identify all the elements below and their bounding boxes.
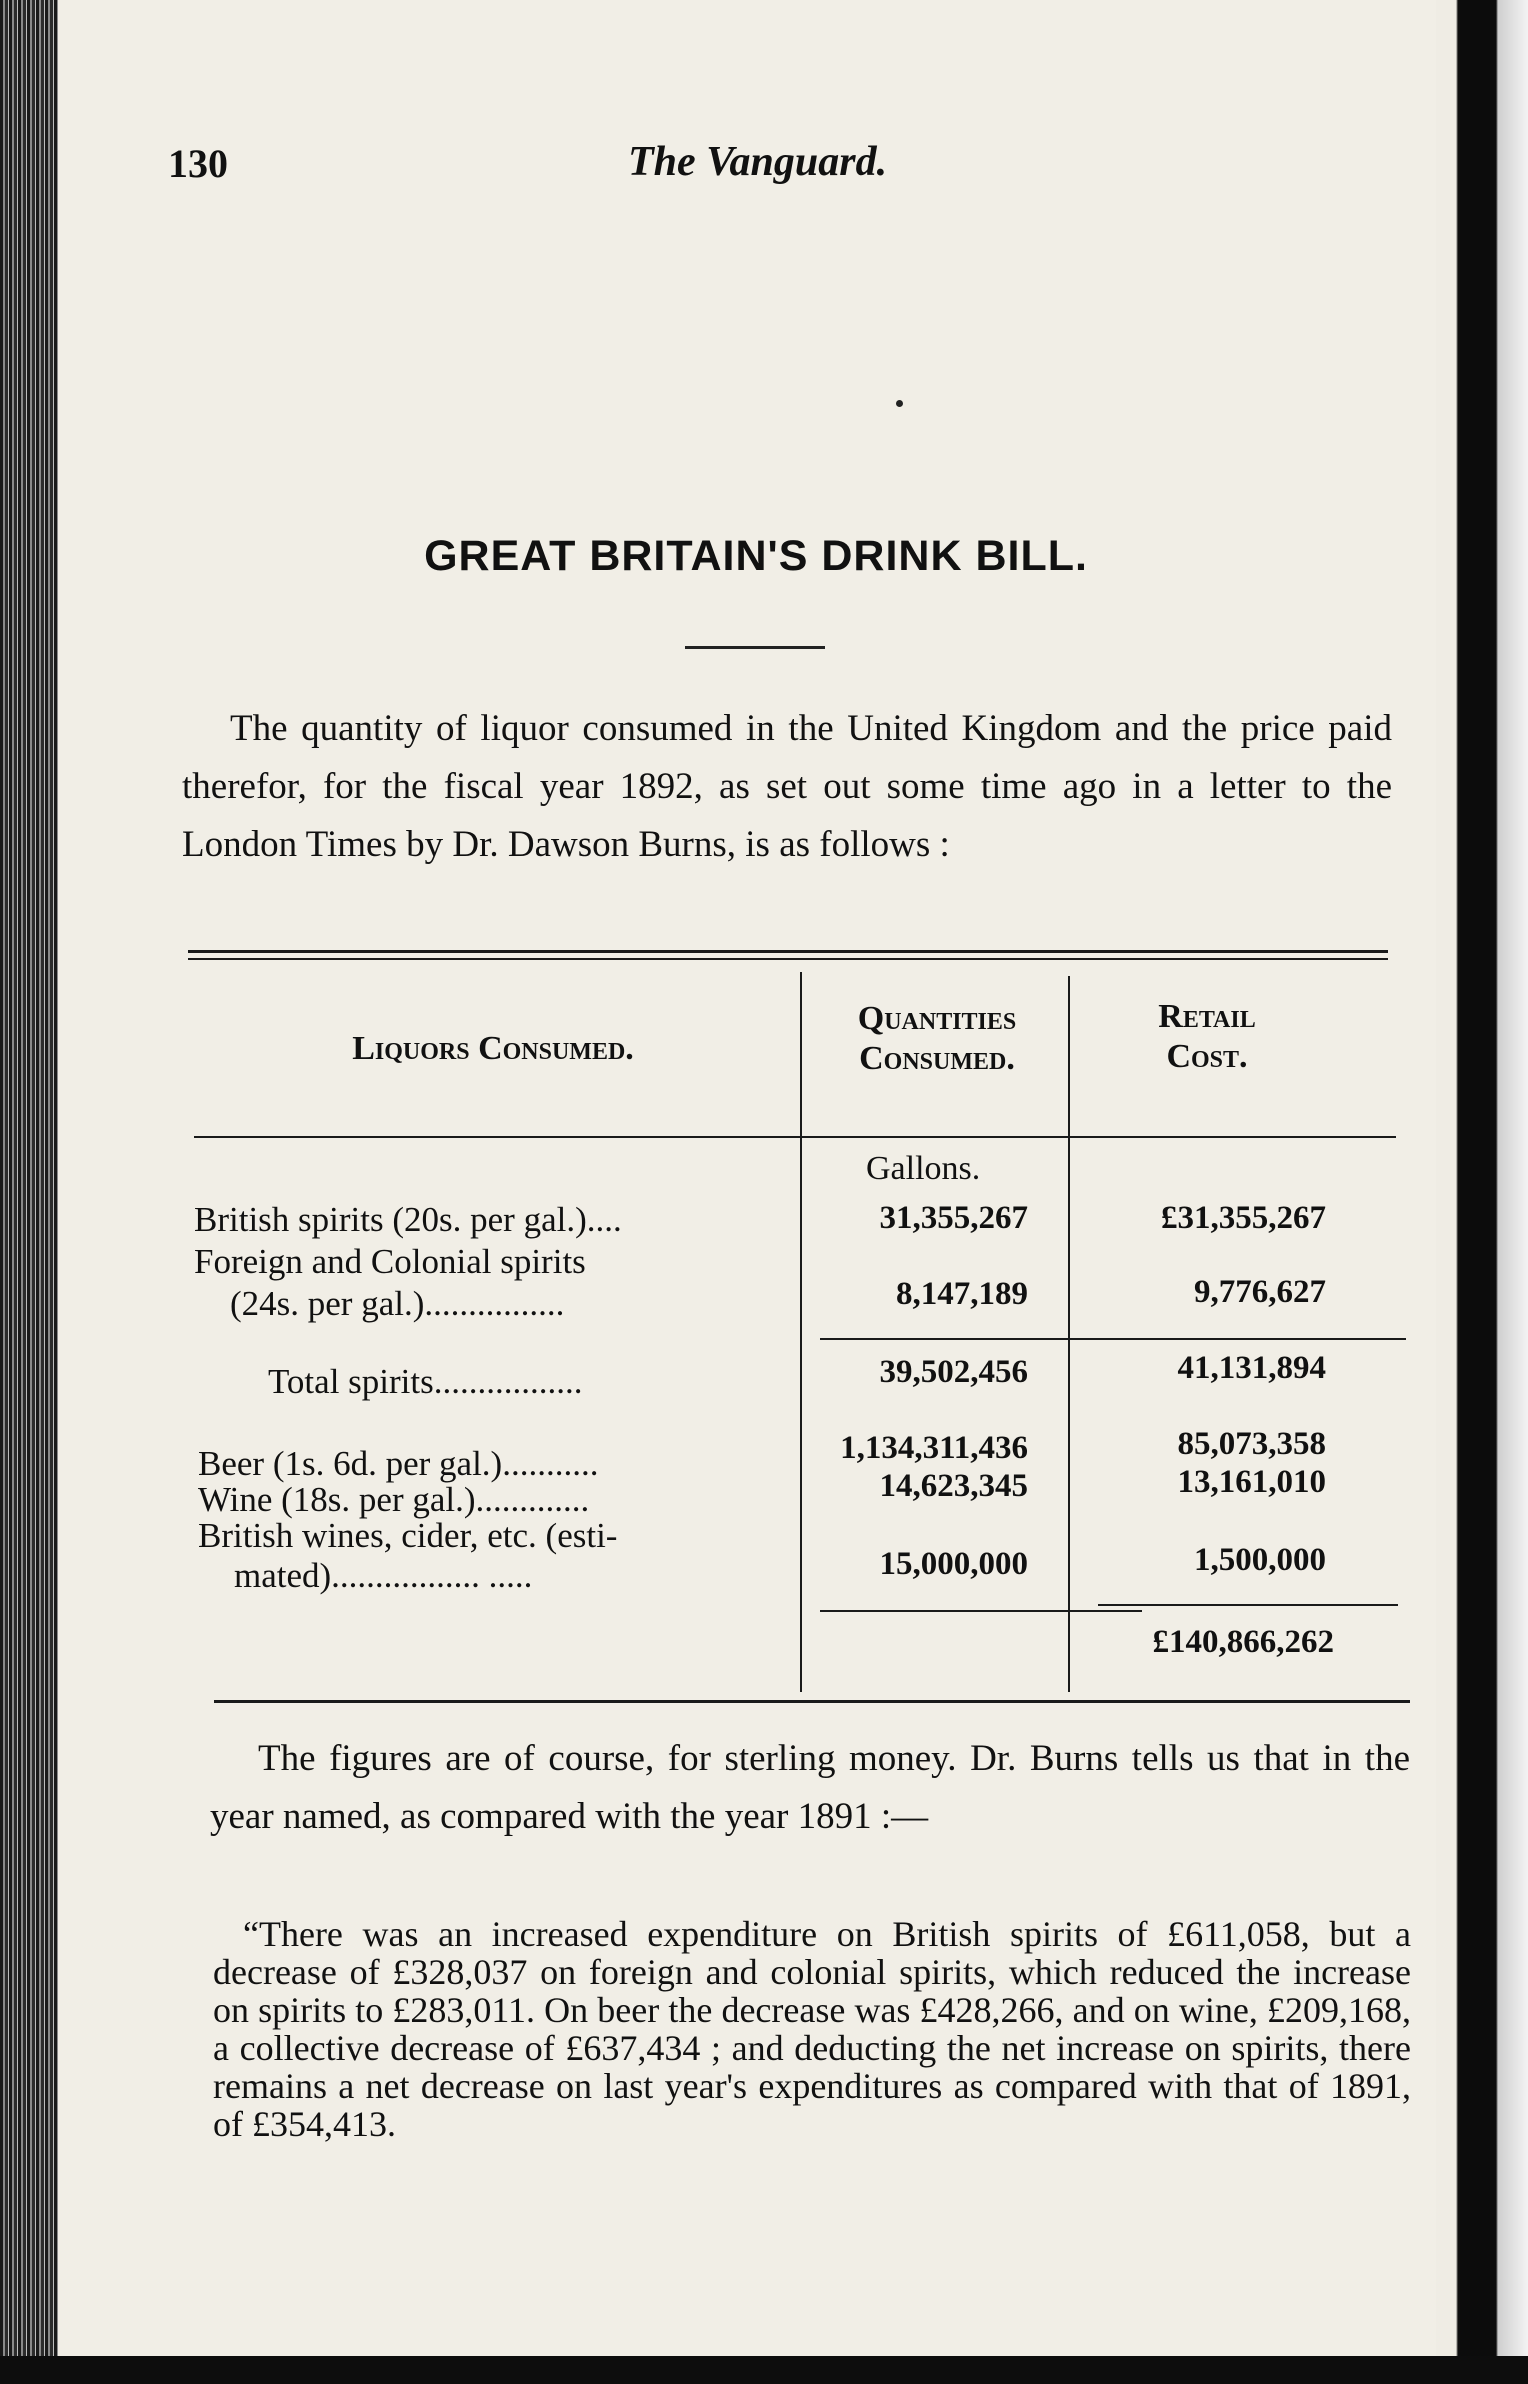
cost-cell: £31,355,267	[1161, 1200, 1326, 1236]
row-label: British spirits (20s. per gal.)....	[194, 1200, 622, 1239]
grand-total-cell: £140,866,262	[1152, 1624, 1334, 1660]
book-page	[58, 0, 1436, 2356]
book-bottom-edge	[0, 2356, 1528, 2384]
page-number: 130	[168, 141, 228, 186]
row-label: Foreign and Colonial spirits	[194, 1242, 586, 1281]
book-spine-edge	[0, 0, 58, 2384]
running-header: The Vanguard.	[628, 139, 888, 185]
quoted-passage: “There was an increased expenditure on British spirits of £611,058, but a decrease of £328,037 on foreign and colonial spirits, which reduced the increase on spirits to £283,011. On beer the decrease was £428,266, and on wine, £209,168, a collective decrease of £637,434 ; and deducting the net increase on spirits, there remains a net decrease on last year's expenditures as compared with that of 1891, of £354,413.	[213, 1914, 1411, 2144]
quantity-cell: 31,355,267	[879, 1200, 1028, 1236]
row-label: Wine (18s. per gal.).............	[198, 1480, 590, 1519]
table-top-rule	[188, 950, 1388, 953]
total-rule-left	[820, 1610, 1142, 1612]
body-paragraph: The figures are of course, for sterling money. Dr. Burns tells us that in the year named, as compared with the year 1891 :—	[210, 1738, 1410, 1837]
header-cost-line1: Retail	[1158, 998, 1256, 1035]
quantity-cell: 8,147,189	[896, 1276, 1028, 1312]
ornament-dot	[896, 400, 903, 407]
cost-cell: 41,131,894	[1177, 1350, 1326, 1386]
row-label: British wines, cider, etc. (esti-	[198, 1516, 618, 1555]
intro-paragraph: The quantity of liquor consumed in the United Kingdom and the price paid therefor, for the fiscal year 1892, as set out some time ago in a letter to the London Times by Dr. Dawson Burns, is as follows :	[182, 708, 1392, 865]
quantity-cell: 15,000,000	[879, 1546, 1028, 1582]
row-label-continued: mated)................. .....	[234, 1556, 533, 1595]
cost-cell: 13,161,010	[1177, 1464, 1326, 1500]
header-rule	[194, 1136, 1396, 1138]
table-bottom-rule	[214, 1700, 1410, 1703]
total-rule-right	[1098, 1604, 1398, 1606]
book-right-edge	[1436, 0, 1528, 2384]
table-top-rule-2	[188, 958, 1388, 960]
row-label-total: Total spirits.................	[268, 1362, 583, 1401]
article-title: GREAT BRITAIN'S DRINK BILL.	[424, 532, 1088, 580]
header-cost-line2: Cost.	[1166, 1038, 1248, 1075]
cost-cell: 85,073,358	[1177, 1426, 1326, 1462]
unit-label: Gallons.	[866, 1150, 981, 1187]
quantity-cell: 14,623,345	[879, 1468, 1028, 1504]
title-rule	[685, 646, 825, 649]
cost-cell: 9,776,627	[1194, 1274, 1326, 1310]
column-divider-1	[800, 972, 802, 1692]
column-divider-2	[1068, 976, 1070, 1692]
row-label-continued: (24s. per gal.)................	[230, 1284, 565, 1323]
row-label: Beer (1s. 6d. per gal.)...........	[198, 1444, 599, 1483]
header-quantities-line1: Quantities	[857, 1000, 1017, 1037]
quantity-cell: 39,502,456	[879, 1354, 1028, 1390]
header-quantities-line2: Consumed.	[859, 1040, 1015, 1077]
cost-cell: 1,500,000	[1194, 1542, 1326, 1578]
subtotal-rule	[820, 1338, 1406, 1340]
quantity-cell: 1,134,311,436	[840, 1430, 1028, 1466]
header-liquors: Liquors Consumed.	[352, 1030, 634, 1067]
